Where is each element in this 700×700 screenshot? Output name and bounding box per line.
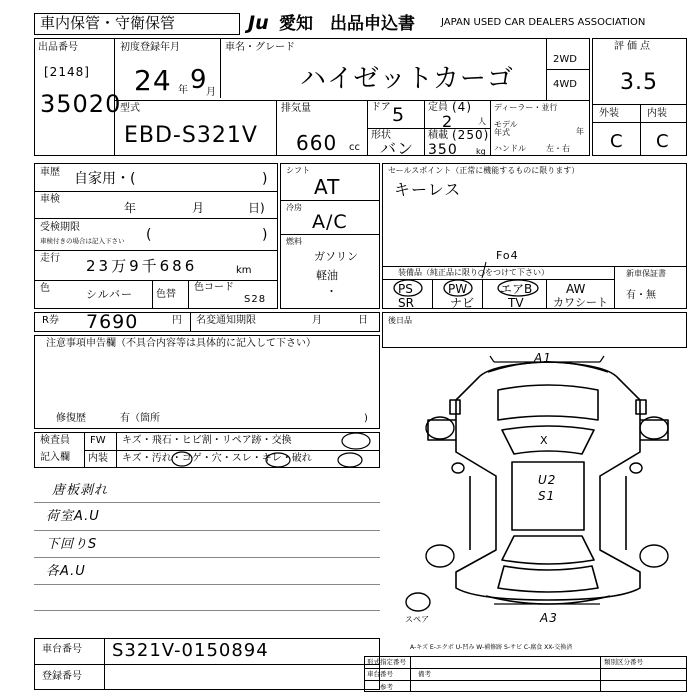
interior-label: 内装 (647, 108, 667, 119)
history-value: 自家用・( (74, 171, 136, 187)
registration-year-unit: 年 (178, 85, 188, 96)
remarks-label: 注意事項申告欄（不具合内容等は具体的に記入して下さい） (46, 338, 316, 349)
damage-x: X (540, 434, 549, 447)
dealer-label: ディーラー・並行 (494, 103, 558, 112)
shift-label: シフト (286, 166, 310, 175)
notice-day: 日 (358, 315, 368, 326)
damage-u2: U2 (538, 473, 557, 487)
inspector-label-1: 検査員 (40, 435, 70, 446)
equipment-aw: AW (566, 282, 586, 296)
registration-month-unit: 月 (206, 87, 216, 98)
lot-bracket-number: [2148] (44, 65, 90, 79)
model-label: 型式 (120, 103, 140, 114)
model-year-unit: 年 (576, 127, 584, 136)
fuel-gasoline: ガソリン (314, 250, 358, 263)
history-close: ) (262, 171, 268, 187)
interior-check-label: 内装 (88, 453, 108, 464)
inspection-day: 日) (248, 201, 265, 215)
equipment-pw: PW (448, 282, 468, 296)
fuel-diesel: 軽油 (316, 269, 338, 282)
color-value: シルバー (86, 288, 133, 301)
footer-class-label: 類別区分番号 (604, 658, 643, 666)
repair-label: 修復歴 (56, 413, 86, 424)
footer-chassis-label: 車台番号 (367, 670, 393, 678)
mileage-unit: km (236, 265, 252, 276)
fw-label: FW (90, 435, 106, 446)
chassis-number: S321V-0150894 (112, 640, 269, 661)
capacity-value: 2 (442, 112, 454, 131)
color-label: 色 (40, 283, 50, 294)
capacity-label: 定員 (428, 102, 448, 113)
load-value: 350 (428, 142, 458, 158)
ju-logo: Ju (248, 12, 269, 34)
registration-label: 初度登録年月 (120, 42, 180, 53)
handle-options: 左・右 (546, 144, 570, 153)
lot-label: 出品番号 (38, 42, 78, 53)
warranty-options: 有・無 (626, 290, 656, 301)
association-name: JAPAN USED CAR DEALERS ASSOCIATION (441, 17, 646, 28)
capacity-extra: (4) (452, 100, 472, 114)
sales-point-label: セールスポイント（正常に機能するものに限ります） (388, 166, 580, 175)
color-change-label: 色替 (156, 289, 176, 300)
fw-items: キズ・飛石・ヒビ割・リペア跡・交換 (122, 435, 292, 446)
recycle-label: R券 (42, 315, 59, 326)
damage-a3: A3 (540, 611, 558, 625)
load-unit: kg (476, 147, 486, 156)
shift-value: AT (314, 175, 341, 199)
car-name-label: 車名・グレード (225, 42, 295, 53)
damage-a1: A1 (534, 351, 552, 365)
equipment-tv: TV (508, 296, 524, 310)
acceptance-open: ( (146, 227, 152, 243)
displacement-value: 660 (296, 131, 338, 155)
rear-date-label: 後日品 (388, 316, 412, 325)
displacement-unit: cc (349, 142, 360, 153)
footer-type-label: 形式指定番号 (367, 658, 406, 666)
note-1: 唐板剥れ (52, 483, 109, 498)
inspection-month: 月 (192, 201, 205, 215)
storage-label: 車内保管・守衛保管 (40, 14, 176, 32)
displacement-label: 排気量 (281, 103, 311, 114)
registration-year: 24 (134, 64, 172, 97)
interior-check-items: キズ・汚れ・コゲ・穴・スレ・キレ・破れ (122, 453, 312, 464)
doors-label: ドア (371, 102, 391, 113)
org-name: 愛知 (279, 14, 313, 34)
doors-value: 5 (392, 104, 406, 126)
equipment-airbag: エアB (500, 282, 533, 296)
footer-ref-label: 参考 (380, 683, 393, 691)
registration-month: 9 (190, 65, 208, 95)
car-name-value: ハイゼットカーゴ (300, 64, 514, 94)
drive-2wd: 2WD (553, 54, 577, 65)
note-2: 荷室A.U (46, 509, 100, 524)
notice-label: 名変通知期限 (196, 315, 256, 326)
repair-close: ) (364, 413, 368, 424)
handle-label: ハンドル (494, 144, 526, 153)
lot-number: 35020 (40, 90, 122, 118)
mileage-label: 走行 (40, 253, 60, 264)
equipment-annotation: Fo4 (496, 249, 519, 262)
color-code-label: 色コード (194, 282, 234, 293)
damage-legend: A-キズ E-エクボ U-凹み W-補修跡 S-サビ C-腐食 XX-交換済 (410, 644, 573, 651)
equipment-ps: PS (398, 282, 413, 296)
warranty-label: 新車保証書 (626, 269, 666, 278)
color-code-value: S28 (244, 294, 267, 305)
register-label: 登録番号 (42, 671, 82, 682)
aircon-label: 冷房 (286, 203, 302, 212)
acceptance-close: ) (262, 227, 268, 243)
acceptance-note: 車検付きの場合は記入下さい (40, 237, 125, 245)
recycle-unit: 円 (172, 315, 182, 326)
equipment-leather-seat: カワシート (553, 296, 608, 309)
footer-note-label: 備考 (418, 670, 431, 678)
sales-point-value: キーレス (394, 180, 462, 199)
capacity-unit: 人 (478, 117, 486, 126)
notice-month: 月 (312, 315, 322, 326)
note-3: 下回りS (46, 537, 98, 552)
repair-value: 有（箇所 (120, 413, 160, 424)
exterior-label: 外装 (599, 108, 619, 119)
exterior-rating: C (610, 131, 624, 152)
model-value: EBD-S321V (124, 123, 258, 148)
fuel-label: 燃料 (286, 237, 302, 246)
load-extra: (250) (452, 128, 490, 142)
model-year-label: モデル年式 (494, 120, 518, 137)
form-title: 出品申込書 (330, 14, 415, 34)
equipment-label: 装備品（純正品に限り○をつけて下さい） (398, 268, 549, 277)
rating-value: 3.5 (620, 70, 658, 95)
interior-rating: C (656, 131, 670, 152)
fuel-dot: ・ (326, 285, 337, 298)
equipment-sr: SR (398, 296, 414, 310)
spare-label: スペア (405, 615, 429, 624)
body-shape-value: バン (380, 139, 415, 158)
acceptance-label: 受検期限 (40, 222, 80, 233)
inspection-label: 車検 (40, 194, 60, 205)
drive-4wd: 4WD (553, 79, 577, 90)
mileage-value: 23万9千686 (86, 257, 198, 275)
chassis-label: 車台番号 (42, 644, 82, 655)
damage-s1: S1 (538, 489, 556, 503)
aircon-value: A/C (312, 211, 348, 233)
inspector-label-2: 記入欄 (40, 452, 70, 463)
history-label: 車歴 (40, 167, 60, 178)
body-shape-label: 形状 (371, 130, 391, 141)
load-label: 積載 (428, 130, 448, 141)
rating-label: 評価点 (614, 41, 653, 52)
note-4: 各A.U (46, 564, 86, 579)
recycle-value: 7690 (86, 311, 139, 333)
equipment-navi: ナビ (450, 296, 475, 310)
inspection-year: 年 (124, 201, 137, 215)
